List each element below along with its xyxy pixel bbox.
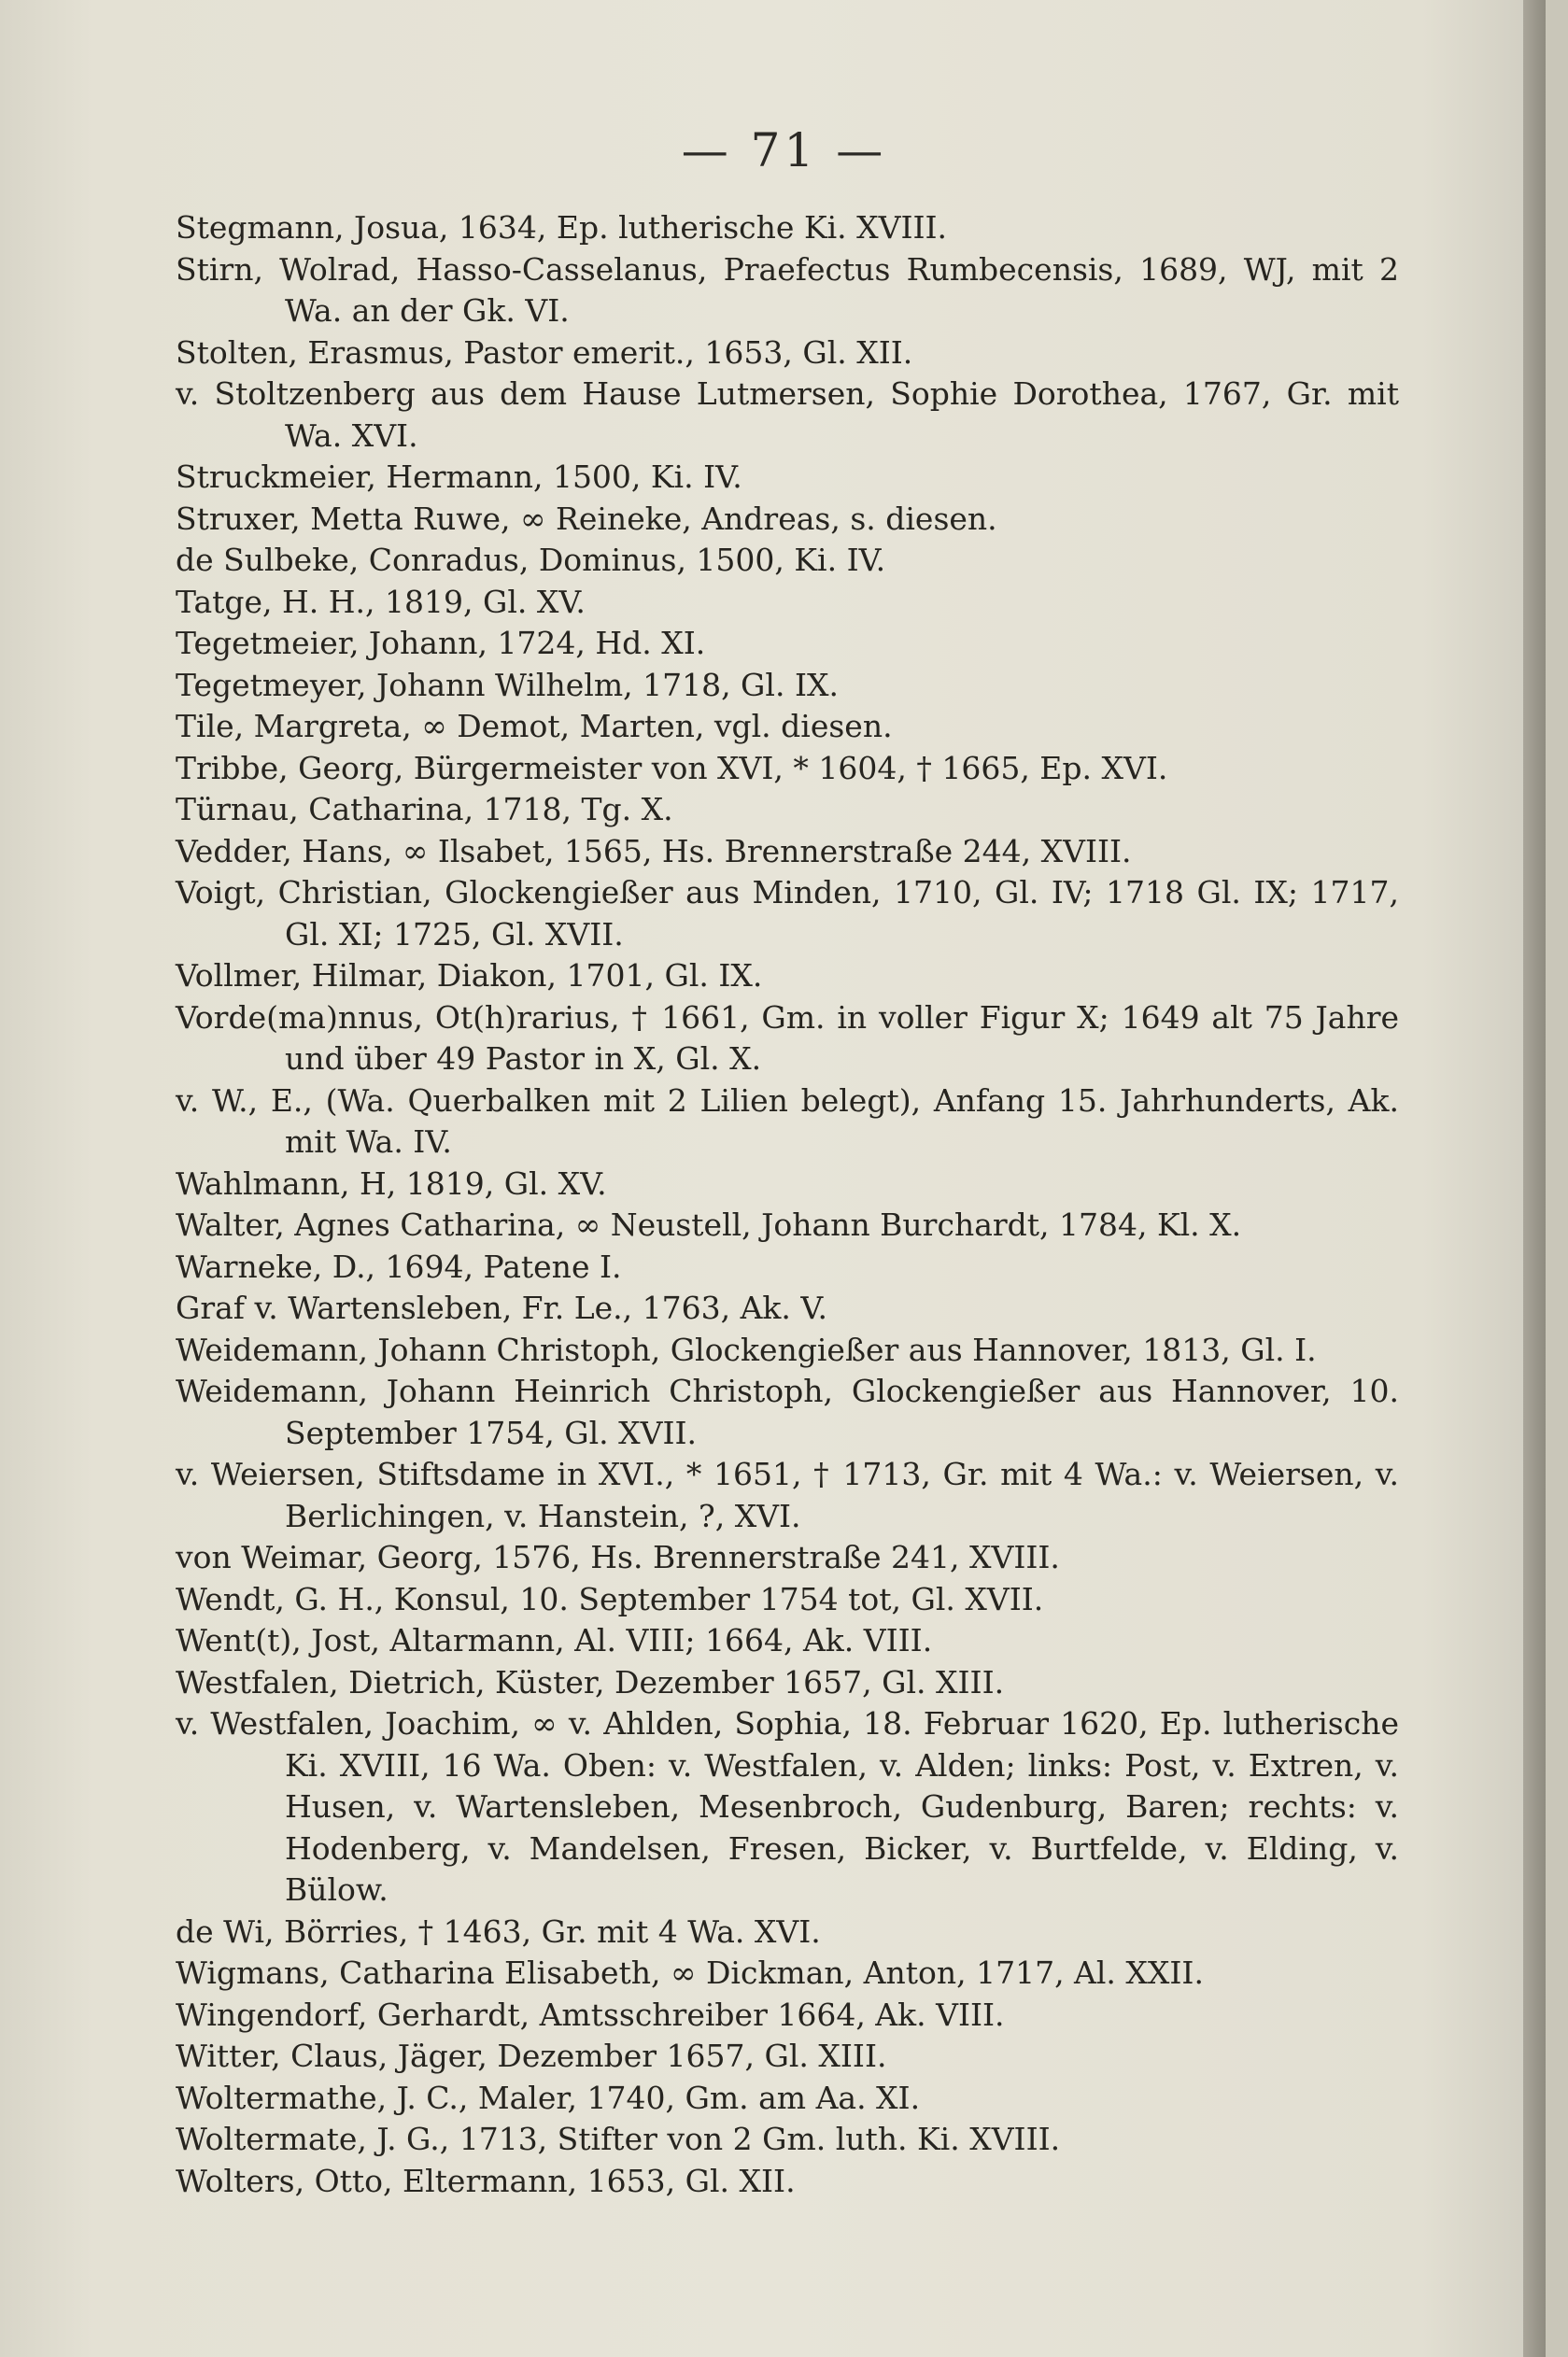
- index-entry: Tatge, H. H., 1819, Gl. XV.: [176, 583, 586, 620]
- index-entry: von Weimar, Georg, 1576, Hs. Brennerstraße 241, XVIII.: [176, 1539, 1060, 1575]
- index-entry: Vedder, Hans, ∞ Ilsabet, 1565, Hs. Brennerstraße 244, XVIII.: [176, 832, 1132, 869]
- index-entry: Woltermathe, J. C., Maler, 1740, Gm. am Aa. XI.: [176, 2079, 921, 2116]
- index-entry: v. Weiersen, Stiftsdame in XVI., * 1651, † 1713, Gr. mit 4 Wa.: v. Weiersen, v. Berlichingen, v. Hanstein, ?, XVI.: [176, 1456, 1399, 1534]
- index-entry: Stolten, Erasmus, Pastor emerit., 1653, Gl. XII.: [176, 333, 913, 371]
- index-entry: v. Westfalen, Joachim, ∞ v. Ahlden, Sophia, 18. Februar 1620, Ep. lutherische Ki. XVIII, 16 Wa. Oben: v. Westfalen, v. Alden; links: Post, v. Extren, v. Husen, v. Wartensleben, Mesenbroch, Gudenburg, Baren; rechts: v. Hodenberg, v. Mandelsen, Fresen, Bicker, v. Burtfelde, v. Elding, v. Bülow.: [176, 1705, 1399, 1908]
- index-entry: Weidemann, Johann Heinrich Christoph, Glockengießer aus Hannover, 10. September 1754, Gl. XVII.: [176, 1373, 1399, 1451]
- index-entry: Warneke, D., 1694, Patene I.: [176, 1248, 622, 1285]
- index-entry: Struckmeier, Hermann, 1500, Ki. IV.: [176, 459, 742, 495]
- index-entry: Weidemann, Johann Christoph, Glockengießer aus Hannover, 1813, Gl. I.: [176, 1331, 1317, 1368]
- index-entry: v. W., E., (Wa. Querbalken mit 2 Lilien belegt), Anfang 15. Jahrhunderts, Ak. mit Wa. IV.: [176, 1081, 1399, 1160]
- page-spine: [1523, 0, 1546, 2357]
- index-entry: Graf v. Wartensleben, Fr. Le., 1763, Ak. V.: [176, 1290, 827, 1326]
- index-entry: Woltermate, J. G., 1713, Stifter von 2 Gm. luth. Ki. XVIII.: [176, 2121, 1061, 2157]
- index-entry: Vorde(ma)nnus, Ot(h)rarius, † 1661, Gm. in voller Figur X; 1649 alt 75 Jahre und über 49 Pastor in X, Gl. X.: [176, 998, 1399, 1077]
- index-entry: Went(t), Jost, Altarmann, Al. VIII; 1664, Ak. VIII.: [176, 1622, 933, 1658]
- index-entry: Witter, Claus, Jäger, Dezember 1657, Gl. XIII.: [176, 2038, 887, 2074]
- index-entry: de Wi, Börries, † 1463, Gr. mit 4 Wa. XVI.: [176, 1912, 821, 1950]
- index-entry: Struxer, Metta Ruwe, ∞ Reineke, Andreas, s. diesen.: [176, 500, 997, 537]
- index-entry: Türnau, Catharina, 1718, Tg. X.: [176, 791, 673, 827]
- index-entry: Voigt, Christian, Glockengießer aus Minden, 1710, Gl. IV; 1718 Gl. IX; 1717, Gl. XI; 1725, Gl. XVII.: [176, 874, 1399, 953]
- page-number: — 71 —: [681, 123, 887, 177]
- index-entry: Wigmans, Catharina Elisabeth, ∞ Dickman, Anton, 1717, Al. XXII.: [176, 1955, 1204, 1991]
- index-entry: Vollmer, Hilmar, Diakon, 1701, Gl. IX.: [176, 957, 763, 994]
- index-entry: Walter, Agnes Catharina, ∞ Neustell, Johann Burchardt, 1784, Kl. X.: [176, 1207, 1242, 1243]
- index-entry: Tribbe, Georg, Bürgermeister von XVI, * 1604, † 1665, Ep. XVI.: [176, 749, 1168, 786]
- index-entry: v. Stoltzenberg aus dem Hause Lutmersen, Sophie Dorothea, 1767, Gr. mit Wa. XVI.: [176, 375, 1399, 454]
- index-entry: Stirn, Wolrad, Hasso-Casselanus, Praefectus Rumbecensis, 1689, WJ, mit 2 Wa. an der Gk. VI.: [176, 250, 1399, 329]
- index-entry: Tegetmeyer, Johann Wilhelm, 1718, Gl. IX.: [176, 666, 839, 703]
- index-entry: Wahlmann, H, 1819, Gl. XV.: [176, 1164, 607, 1202]
- index-entry: Wingendorf, Gerhardt, Amtsschreiber 1664, Ak. VIII.: [176, 1996, 1005, 2033]
- index-entry: Stegmann, Josua, 1634, Ep. lutherische Ki. XVIII.: [176, 209, 948, 246]
- index-entry: Westfalen, Dietrich, Küster, Dezember 1657, Gl. XIII.: [176, 1663, 1005, 1701]
- index-entry: Wendt, G. H., Konsul, 10. September 1754 tot, Gl. XVII.: [176, 1580, 1044, 1617]
- index-entry: Tile, Margreta, ∞ Demot, Marten, vgl. diesen.: [176, 708, 893, 744]
- index-entries: [176, 207, 1399, 2202]
- index-entry: Wolters, Otto, Eltermann, 1653, Gl. XII.: [176, 2162, 796, 2199]
- index-entry: de Sulbeke, Conradus, Dominus, 1500, Ki. IV.: [176, 542, 886, 578]
- index-entry: Tegetmeier, Johann, 1724, Hd. XI.: [176, 625, 706, 661]
